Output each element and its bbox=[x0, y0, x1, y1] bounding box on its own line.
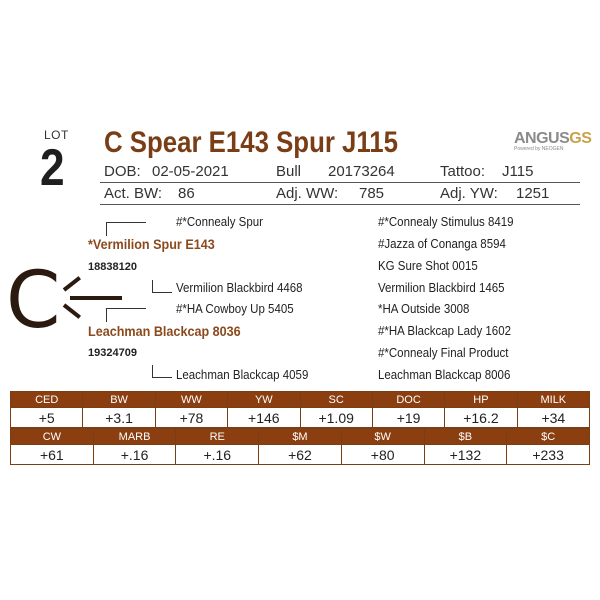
epd-value: +78 bbox=[155, 408, 227, 428]
animal-title: C Spear E143 Spur J115 bbox=[104, 126, 399, 159]
epd-header: RE bbox=[176, 429, 259, 445]
epd-header: MILK bbox=[517, 392, 589, 408]
tattoo-label: Tattoo: bbox=[440, 163, 486, 180]
dam-registration: 19324709 bbox=[88, 347, 137, 359]
sire-sire: #*Connealy Spur bbox=[176, 215, 263, 229]
pedigree-line bbox=[106, 222, 107, 236]
pedigree-right-2: #Jazza of Conanga 8594 bbox=[378, 237, 506, 251]
pedigree-right-7: #*Connealy Final Product bbox=[378, 346, 509, 360]
sire: *Vermilion Spur E143 bbox=[88, 236, 215, 252]
pedigree-right-5: *HA Outside 3008 bbox=[378, 302, 470, 316]
adj-yw-value: 1251 bbox=[516, 185, 550, 202]
epd-value: +132 bbox=[424, 445, 507, 465]
adj-ww-label: Adj. WW: bbox=[276, 185, 339, 202]
epd-header: CW bbox=[11, 429, 94, 445]
pedigree-right-8: Leachman Blackcap 8006 bbox=[378, 368, 511, 382]
adj-ww-value: 785 bbox=[359, 185, 385, 202]
lot-label: LOT bbox=[44, 128, 69, 142]
info-divider-bottom bbox=[100, 204, 580, 205]
logo-accent-text: GS bbox=[569, 130, 592, 147]
tattoo-value: J115 bbox=[502, 163, 534, 180]
epd-value: +16.2 bbox=[445, 408, 517, 428]
arrow-head bbox=[63, 303, 81, 318]
epd-header: CED bbox=[11, 392, 83, 408]
pedigree-line bbox=[152, 280, 153, 292]
epd-header: MARB bbox=[93, 429, 176, 445]
logo-sub-text: Powered by NEOGEN bbox=[514, 146, 564, 152]
epd-value: +3.1 bbox=[83, 408, 155, 428]
epd-value: +19 bbox=[372, 408, 444, 428]
epd-value: +.16 bbox=[93, 445, 176, 465]
epd-header: SC bbox=[300, 392, 372, 408]
epd-header: YW bbox=[228, 392, 300, 408]
sex-value: Bull bbox=[276, 163, 302, 180]
arrow-head bbox=[63, 276, 81, 291]
dob-label: DOB: bbox=[104, 163, 141, 180]
epd-value: +.16 bbox=[176, 445, 259, 465]
act-bw-value: 86 bbox=[178, 185, 195, 202]
epd-value: +62 bbox=[259, 445, 342, 465]
epd-header: $C bbox=[507, 429, 590, 445]
logo-main-text: ANGUS bbox=[514, 130, 570, 147]
epd-header: DOC bbox=[372, 392, 444, 408]
epd-value: +233 bbox=[507, 445, 590, 465]
pedigree-right-6: #*HA Blackcap Lady 1602 bbox=[378, 324, 511, 338]
angus-gs-logo bbox=[514, 130, 592, 152]
adj-yw-label: Adj. YW: bbox=[440, 185, 498, 202]
epd-table-2 bbox=[10, 428, 590, 465]
dam: Leachman Blackcap 8036 bbox=[88, 323, 241, 339]
epd-header: $W bbox=[341, 429, 424, 445]
registration-value: 20173264 bbox=[328, 163, 395, 180]
epd-header: BW bbox=[83, 392, 155, 408]
handwritten-c-mark: C bbox=[6, 256, 61, 346]
lot-number: 2 bbox=[40, 139, 65, 197]
pedigree-right-1: #*Connealy Stimulus 8419 bbox=[378, 215, 514, 229]
epd-header: HP bbox=[445, 392, 517, 408]
pedigree-line bbox=[152, 377, 172, 378]
epd-header: WW bbox=[155, 392, 227, 408]
epd-value: +146 bbox=[228, 408, 300, 428]
pedigree-right-4: Vermilion Blackbird 1465 bbox=[378, 281, 505, 295]
dam-dam: Leachman Blackcap 4059 bbox=[176, 368, 309, 382]
epd-value: +1.09 bbox=[300, 408, 372, 428]
epd-value: +61 bbox=[11, 445, 94, 465]
epd-value: +80 bbox=[341, 445, 424, 465]
pedigree-right-3: KG Sure Shot 0015 bbox=[378, 259, 478, 273]
act-bw-label: Act. BW: bbox=[104, 185, 163, 202]
epd-value: +34 bbox=[517, 408, 589, 428]
epd-value: +5 bbox=[11, 408, 83, 428]
dam-sire: #*HA Cowboy Up 5405 bbox=[176, 302, 294, 316]
epd-header: $M bbox=[259, 429, 342, 445]
dob-value: 02-05-2021 bbox=[152, 163, 229, 180]
epd-table-1 bbox=[10, 391, 590, 428]
pedigree-line bbox=[106, 308, 107, 322]
pedigree-line bbox=[106, 222, 146, 223]
pedigree-line bbox=[152, 365, 153, 377]
sire-dam: Vermilion Blackbird 4468 bbox=[176, 281, 303, 295]
pedigree-line bbox=[106, 308, 146, 309]
epd-header: $B bbox=[424, 429, 507, 445]
pedigree-line bbox=[152, 292, 172, 293]
arrow-icon bbox=[70, 296, 122, 300]
info-divider bbox=[100, 182, 580, 183]
sire-registration: 18838120 bbox=[88, 261, 137, 273]
